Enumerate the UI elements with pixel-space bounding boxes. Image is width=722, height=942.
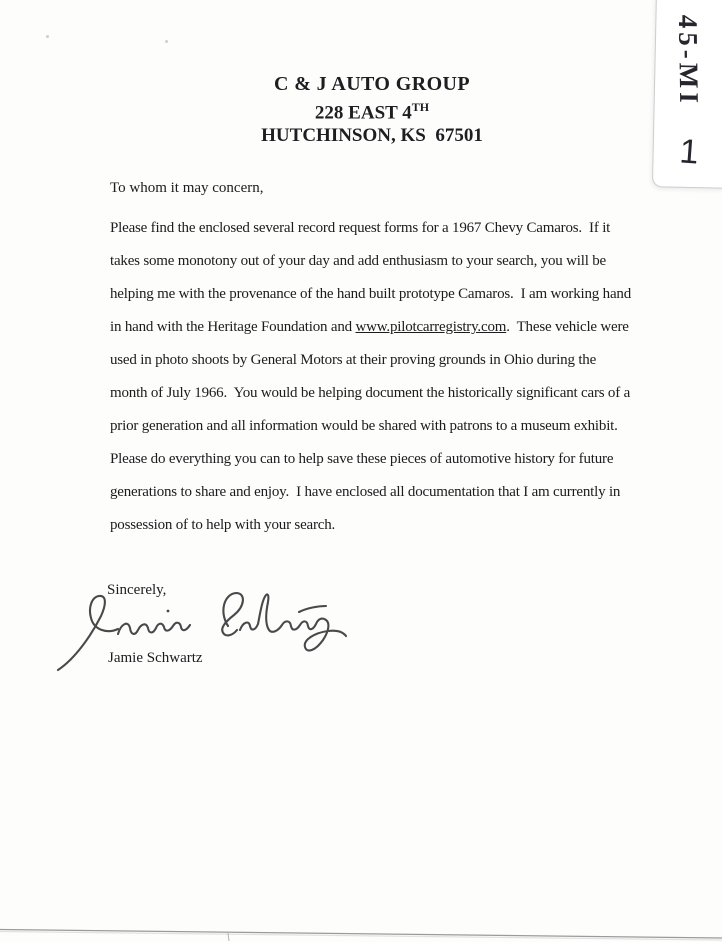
company-name: C & J AUTO GROUP <box>273 73 471 95</box>
handwritten-tab-label: 45-MI <box>672 14 705 108</box>
letter-line: generations to share and enjoy. I have enclosed all documentation that I am currently in <box>110 484 621 500</box>
letter-line: possession of to help with your search. <box>110 517 336 533</box>
letter-line: prior generation and all information would be shared with patrons to a museum exhibit. <box>110 418 618 434</box>
street-address-superscript: TH <box>411 100 430 114</box>
letter-line-suffix: . These vehicle were <box>506 319 629 335</box>
letter-line: used in photo shoots by General Motors at their proving grounds in Ohio during the <box>110 352 597 368</box>
handwritten-tab-number: 1 <box>678 132 700 172</box>
street-address-text: 228 EAST 4 <box>314 102 412 124</box>
letter-body <box>110 212 631 542</box>
letter-line: Please do everything you can to help save these pieces of automotive history for future <box>110 451 614 467</box>
salutation: To whom it may concern, <box>110 180 264 196</box>
dust-speck <box>46 35 49 38</box>
letterhead <box>22 72 722 148</box>
letter-line-prefix: in hand with the Heritage Foundation and <box>110 319 356 335</box>
pilotcarregistry-url: www.pilotcarregistry.com <box>355 319 507 335</box>
signature-typed-name: Jamie Schwartz <box>108 650 203 666</box>
letter-line: month of July 1966. You would be helping document the historically significant cars of a <box>110 385 631 401</box>
street-address <box>22 96 722 124</box>
closing-salutation: Sincerely, <box>107 582 167 598</box>
dust-speck <box>165 40 168 43</box>
letter-line: helping me with the provenance of the hand built prototype Camaros. I am working hand <box>110 286 631 302</box>
letter-line: takes some monotony out of your day and add enthusiasm to your search, you will be <box>110 253 607 269</box>
city-state-zip: HUTCHINSON, KS 67501 <box>261 125 483 147</box>
letter-line <box>110 311 631 344</box>
corner-sticker-tab <box>652 0 722 189</box>
letter-line: Please find the enclosed several record request forms for a 1967 Chevy Camaros. If it <box>110 220 611 236</box>
